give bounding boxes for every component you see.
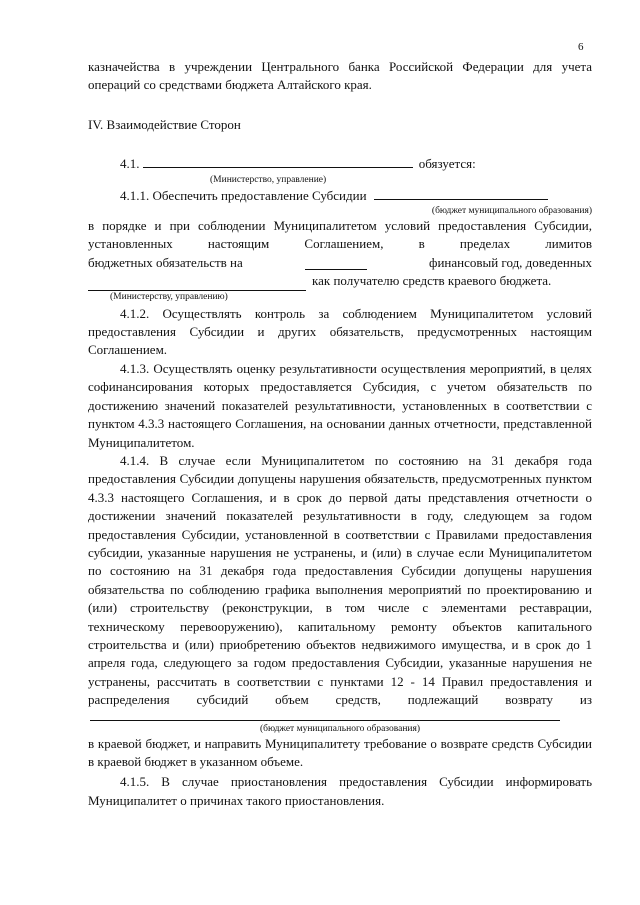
return-budget-blank-line (90, 720, 560, 721)
clause-4-1-4: 4.1.4. В случае если Муниципалитетом по состоянию на 31 декабря года предоставления Субсидии допущены нарушения обязательств, предусмотренных пунктом 4.3.3 настоящего Соглашения, и в срок до первой даты представления отчетности о достижении значений показателей результативности в году, следующем за годом предоставления Субсидии, установленной в соответствии с Правилами предоставления субсидии, указанные нарушения не устранены, и (или) в случае если Муниципалитетом по состоянию на 31 декабря года предоставления Субсидии допущены нарушения обязательства по соблюдению графика выполнения мероприятий по проектированию и (или) строительству (реконструкции, в том числе с элементами реставрации, техническому перевооружению), капитальному ремонту объектов капитального строительства и (или) приобретению объектов недвижимого имущества, и в срок до 1 апреля года, следующего за годом предоставления Субсидии, указанные нарушения не устранены, рассчитать в соответствии с пунктами 12 - 14 Правил предоставления и распределения субсидий объем средств, подлежащий возврату из (88, 452, 592, 708)
year-blank-line (305, 256, 367, 270)
clause-4-1-obliges: обязуется: (418, 156, 476, 172)
return-budget-caption: (бюджет муниципального образования) (259, 723, 421, 734)
recipient-blank-line (88, 277, 306, 291)
clause-4-1-1-line-a: бюджетных обязательств на (88, 254, 243, 270)
clause-4-1-5: 4.1.5. В случае приостановления предоставления Субсидии информировать Муниципалитет о причинах такого приостановления. (88, 774, 592, 808)
clause-4-1-1-line-b: финансовый год, доведенных (429, 254, 592, 270)
ministry-blank-line (143, 154, 413, 168)
clause-4-1-1-text: 4.1.1. Обеспечить предоставление Субсидии (120, 187, 367, 203)
ministry-caption: (Министерство, управление) (210, 174, 327, 185)
clause-4-1-2: 4.1.2. Осуществлять контроль за соблюдением Муниципалитетом условий предоставления Субсидии и других обязательств, предусмотренных настоящим Соглашением. (88, 305, 592, 358)
clause-4-1-3: 4.1.3. Осуществлять оценку результативности осуществления мероприятий, в целях софинансирования которых предоставляется Субсидия, с учетом обязательств по достижению значений показателей результативности, установленных в соответствии с пунктом 4.3.3 настоящего Соглашения, на основании данных отчетности, представленной Муниципалитетом. (88, 360, 592, 450)
clause-4-1-1 (88, 186, 592, 303)
clause-4-1 (88, 154, 592, 185)
page-number: 6 (578, 41, 584, 53)
paragraph-treasury: казначейства в учреждении Центрального банка Российской Федерации для учета операций со средствами бюджета Алтайского края. (88, 59, 592, 93)
budget-blank-line (374, 186, 548, 200)
clause-4-1-number: 4.1. (120, 156, 140, 172)
document-body (88, 58, 592, 810)
recipient-caption: (Министерству, управлению) (110, 291, 228, 302)
clause-4-1-1-body: в порядке и при соблюдении Муниципалитетом условий предоставления Субсидии, установленных настоящим Соглашением, в пределах лимитов (88, 218, 592, 252)
budget-caption: (бюджет муниципального образования) (431, 206, 592, 217)
clause-4-1-4-tail: в краевой бюджет, и направить Муниципалитету требование о возврате средств Субсидии в краевой бюджет в указанном объеме. (88, 735, 592, 769)
section-heading: IV. Взаимодействие Сторон (88, 116, 241, 132)
clause-4-1-1-tail: как получателю средств краевого бюджета. (312, 273, 552, 289)
